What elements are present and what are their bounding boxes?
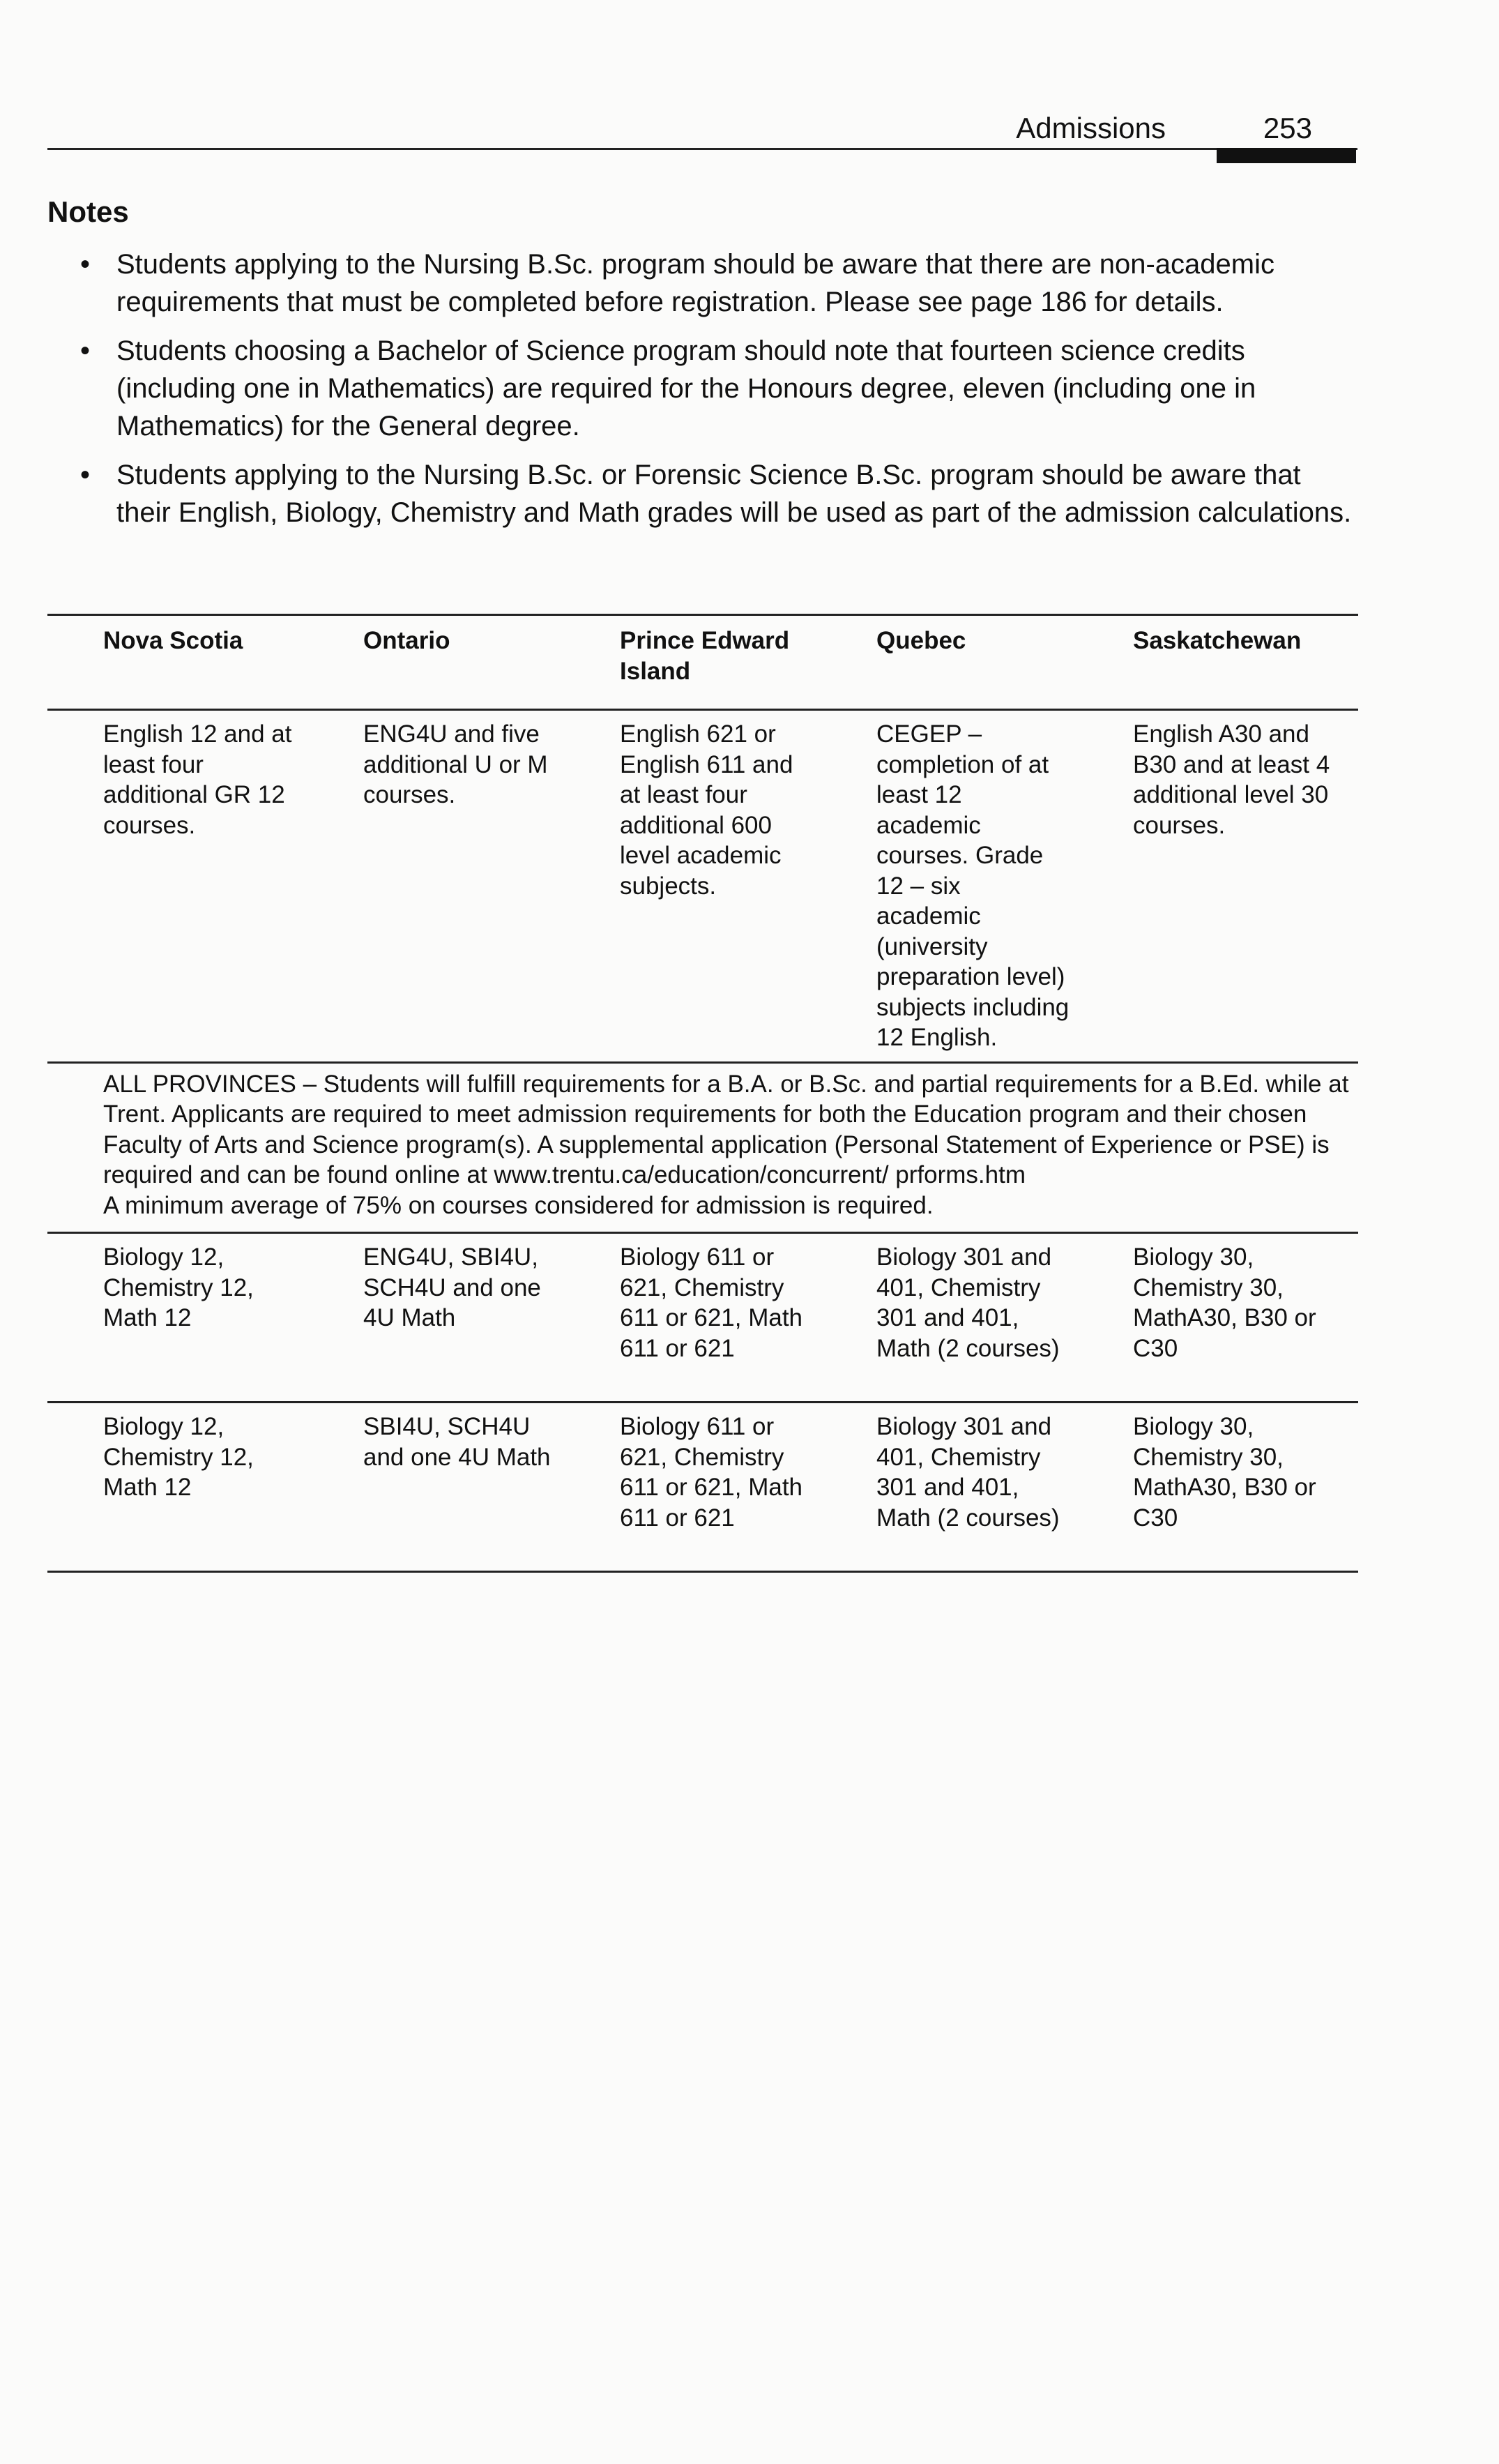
table-header-row bbox=[47, 615, 1358, 710]
table-cell: Biology 301 and 401, Chemistry 301 and 401, Math (2 courses) bbox=[876, 1413, 1060, 1532]
table-cell: Biology 12, Chemistry 12, Math 12 bbox=[103, 1244, 254, 1331]
table-cell: CEGEP – completion of at least 12 academic courses. Grade 12 – six academic (university preparation level) subjects including 12 English. bbox=[876, 720, 1070, 1051]
table-cell: Biology 301 and 401, Chemistry 301 and 401, Math (2 courses) bbox=[876, 1244, 1060, 1362]
column-header-saskatchewan: Saskatchewan bbox=[1133, 627, 1302, 654]
province-requirements-table bbox=[47, 614, 1358, 1573]
header-thumb-tab bbox=[1217, 148, 1356, 163]
table-cell: ENG4U, SBI4U, SCH4U and one 4U Math bbox=[363, 1244, 541, 1331]
table-cell: ENG4U and five additional U or M courses. bbox=[363, 720, 548, 808]
table-cell: Biology 611 or 621, Chemistry 611 or 621, Math 611 or 621 bbox=[620, 1244, 803, 1362]
header-page-number: 253 bbox=[1263, 112, 1312, 144]
table-row bbox=[47, 710, 1358, 1063]
table-cell: SBI4U, SCH4U and one 4U Math bbox=[363, 1413, 551, 1471]
note-item: • Students applying to the Nursing B.Sc. or Forensic Science B.Sc. program should be aware that their English, Biology, Chemistry and Math grades will be used as part of the admission calculations. bbox=[80, 456, 1360, 531]
table-cell: Biology 30, Chemistry 30, MathA30, B30 or C30 bbox=[1133, 1244, 1316, 1362]
table-row bbox=[47, 1233, 1358, 1403]
note-item: • Students choosing a Bachelor of Science program should note that fourteen science credits (including one in Mathematics) are required for the Honours degree, eleven (including one in Mathematics) for the General degree. bbox=[80, 332, 1360, 445]
minimum-average-text: A minimum average of 75% on courses considered for admission is required. bbox=[103, 1191, 934, 1219]
all-provinces-row bbox=[47, 1062, 1358, 1233]
column-header-pei: Prince Edward Island bbox=[620, 627, 790, 685]
column-header-quebec: Quebec bbox=[876, 627, 966, 654]
notes-list bbox=[80, 245, 1360, 543]
table-cell: English 621 or English 611 and at least four additional 600 level academic subjects. bbox=[620, 720, 793, 900]
header-section-title: Admissions bbox=[1016, 112, 1166, 144]
all-provinces-cell bbox=[47, 1062, 1358, 1233]
column-header-nova-scotia: Nova Scotia bbox=[103, 627, 243, 654]
table-cell: Biology 12, Chemistry 12, Math 12 bbox=[103, 1413, 254, 1501]
table-cell: English 12 and at least four additional GR 12 courses. bbox=[103, 720, 292, 839]
column-header-ontario: Ontario bbox=[363, 627, 450, 654]
table-row bbox=[47, 1403, 1358, 1572]
note-item: • Students applying to the Nursing B.Sc. program should be aware that there are non-academic requirements that must be completed before registration. Please see page 186 for details. bbox=[80, 245, 1360, 321]
table-cell: Biology 611 or 621, Chemistry 611 or 621, Math 611 or 621 bbox=[620, 1413, 803, 1532]
table-cell: Biology 30, Chemistry 30, MathA30, B30 or C30 bbox=[1133, 1413, 1316, 1532]
notes-heading: Notes bbox=[47, 195, 129, 228]
running-header bbox=[47, 105, 1357, 150]
table-cell: English A30 and B30 and at least 4 additional level 30 courses. bbox=[1133, 720, 1330, 839]
all-provinces-text: ALL PROVINCES – Students will fulfill requirements for a B.A. or B.Sc. and partial requirements for a B.Ed. while at Trent. Applicants are required to meet admission requirements for both the Education program and their chosen Faculty of Arts and Science program(s). A supplemental application (Personal Statement of Experience or PSE) is required and can be found online at www.trentu.ca/education/concurrent/ prforms.htm bbox=[103, 1070, 1349, 1188]
